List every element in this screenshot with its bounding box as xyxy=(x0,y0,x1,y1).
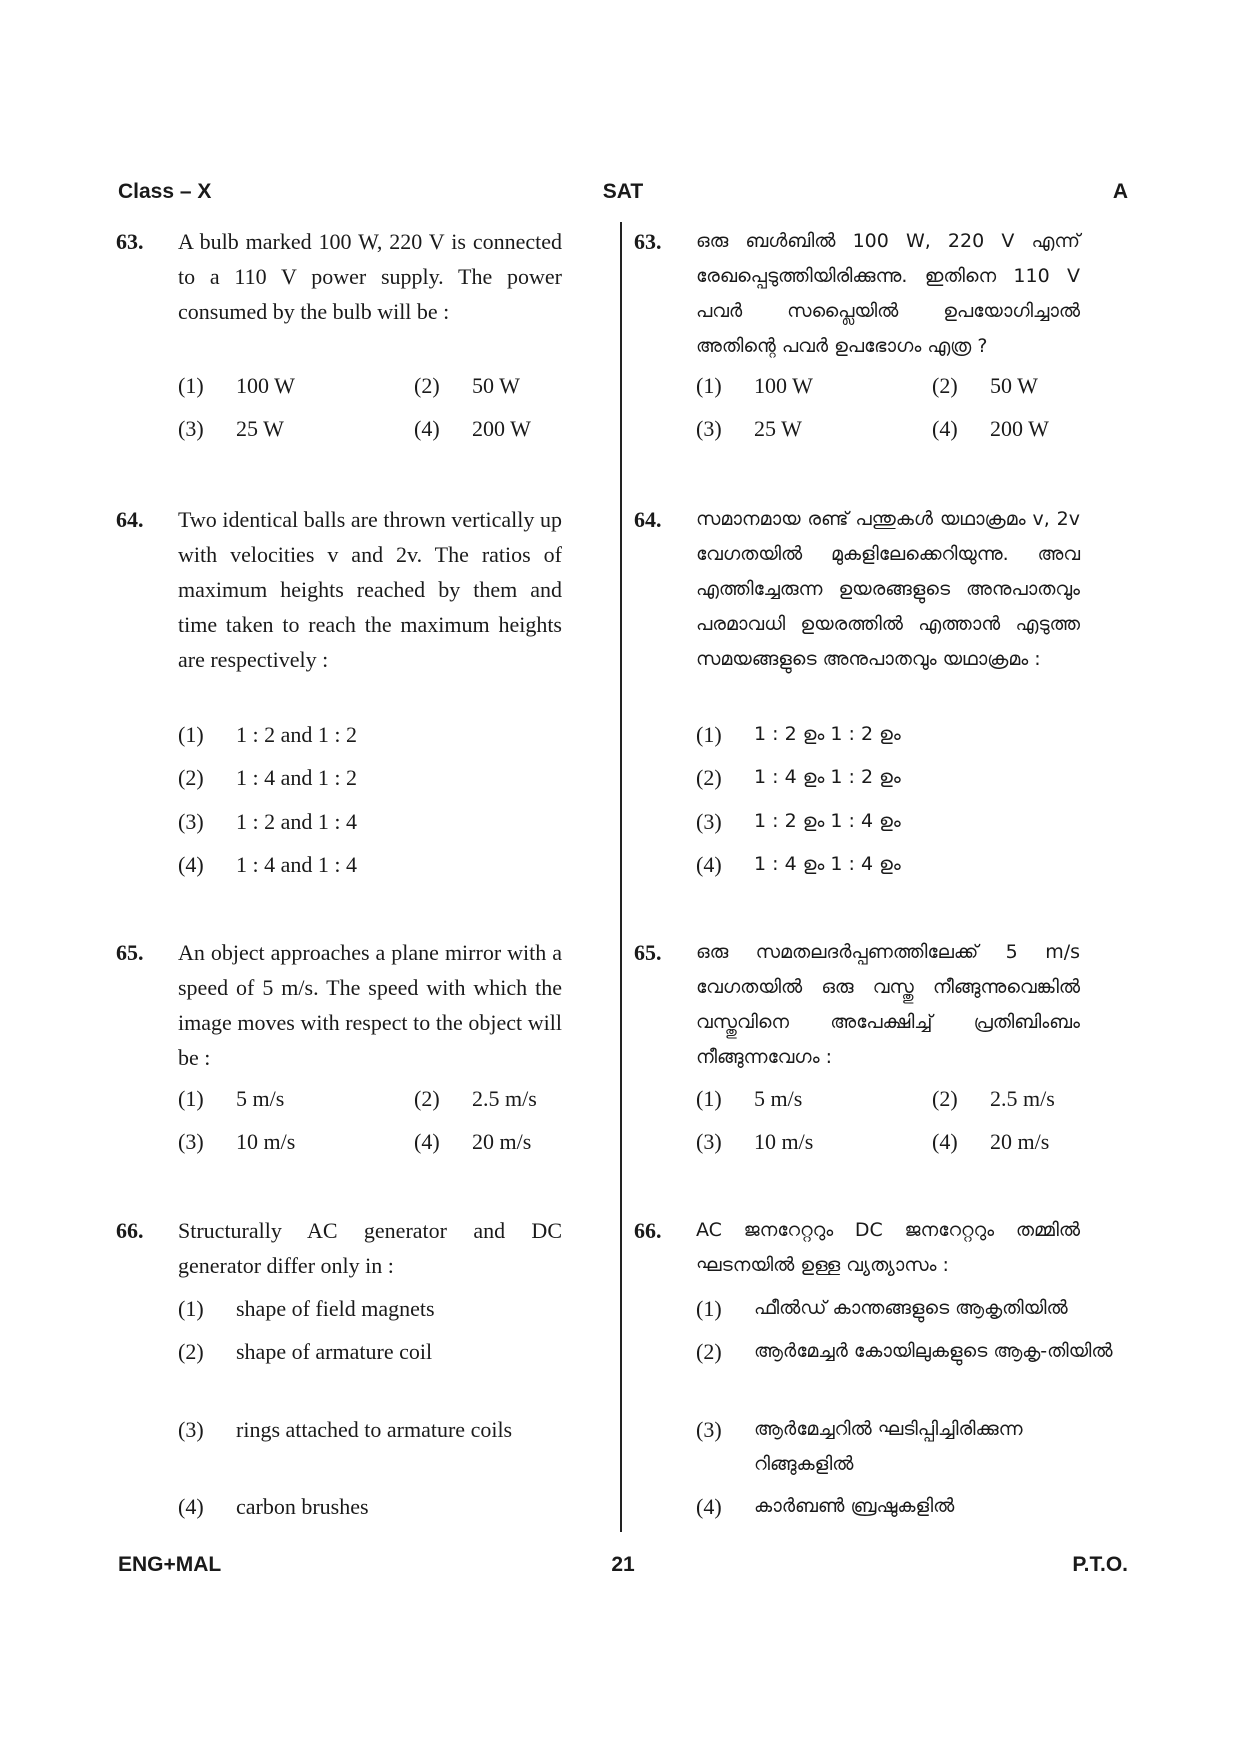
page-number: 21 xyxy=(611,1553,635,1576)
column-divider xyxy=(620,222,622,1532)
question-64-ml: 64. സമാനമായ രണ്ട് പന്തുകൾ യഥാക്രമം v, 2v വേഗതയിൽ മുകളിലേക്കെറിയുന്നു. അവ എത്തിച്ചേരുന്ന ഉയരങ്ങളുടെ അനുപാതവും പരമാവധി ഉയരത്തിൽ എത്താൻ എടുത്ത സമയങ്ങളുടെ അനുപാതവും യഥാക്രമം : (1) 1 : 2 ഉം 1 : 2 ഉം (2) 1 : 4 ഉം 1 : 2 ഉം (3) 1 : 2 ഉം 1 : 4 ഉം (4) 1 : 4 ഉം 1 : 4 ഉം xyxy=(634,502,1080,677)
question-number: 63. xyxy=(634,229,662,254)
question-text: AC ജനറേറ്ററും DC ജനറേറ്ററും തമ്മിൽ ഘടനയിൽ ഉള്ള വ്യത്യാസം : xyxy=(696,1219,1080,1276)
question-text: സമാനമായ രണ്ട് പന്തുകൾ യഥാക്രമം v, 2v വേഗതയിൽ മുകളിലേക്കെറിയുന്നു. അവ എത്തിച്ചേരുന്ന ഉയരങ്ങളുടെ അനുപാതവും പരമാവധി ഉയരത്തിൽ എത്താൻ എടുത്ത സമയങ്ങളുടെ അനുപാതവും യഥാക്രമം : xyxy=(696,508,1080,670)
question-63-ml: 63. ഒരു ബൾബിൽ 100 W, 220 V എന്ന് രേഖപ്പെടുത്തിയിരിക്കുന്നു. ഇതിനെ 110 V പവർ സപ്ലൈയിൽ ഉപയോഗിച്ചാൽ അതിന്റെ പവർ ഉപഭോഗം എത്ര ? (1) 100 W (2) 50 W (3) 25 W (4) 200 W xyxy=(634,224,1080,364)
header-class: Class – X xyxy=(118,180,212,203)
question-text: Structurally AC generator and DC generator differ only in : xyxy=(178,1218,562,1278)
question-number: 65. xyxy=(116,940,144,965)
question-text: Two identical balls are thrown vertically up with velocities v and 2v. The ratios of maximum heights reached by them and time taken to reach the maximum heights are respectively : xyxy=(178,507,562,672)
question-number: 63. xyxy=(116,229,144,254)
question-text: A bulb marked 100 W, 220 V is connected to a 110 V power supply. The power consumed by the bulb will be : xyxy=(178,229,562,324)
question-65-en: 65. An object approaches a plane mirror with a speed of 5 m/s. The speed with which the image moves with respect to the object will be : (1) 5 m/s (2) 2.5 m/s (3) 10 m/s (4) 20 m/s xyxy=(116,935,562,1075)
question-64-en: 64. Two identical balls are thrown vertically up with velocities v and 2v. The ratios of maximum heights reached by them and time taken to reach the maximum heights are respectively : (1) 1 : 2 and 1 : 2 (2) 1 : 4 and 1 : 2 (3) 1 : 2 and 1 : 4 (4) 1 : 4 and 1 : 4 xyxy=(116,502,562,677)
header-series: A xyxy=(1112,180,1128,203)
question-63-en: 63. A bulb marked 100 W, 220 V is connected to a 110 V power supply. The power consumed by the bulb will be : (1) 100 W (2) 50 W (3) 25 W (4) 200 W xyxy=(116,224,562,329)
question-number: 66. xyxy=(634,1218,662,1243)
question-65-ml: 65. ഒരു സമതലദർപ്പണത്തിലേക്ക് 5 m/s വേഗതയിൽ ഒരു വസ്തു നീങ്ങുന്നുവെങ്കിൽ വസ്തുവിനെ അപേക്ഷിച്ച് പ്രതിബിംബം നീങ്ങുന്നവേഗം : (1) 5 m/s (2) 2.5 m/s (3) 10 m/s (4) 20 m/s xyxy=(634,935,1080,1075)
question-66-ml: 66. AC ജനറേറ്ററും DC ജനറേറ്ററും തമ്മിൽ ഘടനയിൽ ഉള്ള വ്യത്യാസം : (1) ഫീൽഡ് കാന്തങ്ങളുടെ ആകൃതിയിൽ (2) ആർമേച്ചർ കോയിലുകളുടെ ആകൃ-തിയിൽ (3) ആർമേച്ചറിൽ ഘടിപ്പിച്ചിരിക്കുന്ന റിങ്ങുകളിൽ (4) കാർബൺ ബ്രഷുകളിൽ xyxy=(634,1213,1080,1283)
question-text: An object approaches a plane mirror with a speed of 5 m/s. The speed with which the image moves with respect to the object will be : xyxy=(178,940,562,1070)
footer-pto: P.T.O. xyxy=(1072,1553,1128,1576)
question-text: ഒരു സമതലദർപ്പണത്തിലേക്ക് 5 m/s വേഗതയിൽ ഒരു വസ്തു നീങ്ങുന്നുവെങ്കിൽ വസ്തുവിനെ അപേക്ഷിച്ച് പ്രതിബിംബം നീങ്ങുന്നവേഗം : xyxy=(696,941,1080,1068)
question-66-en: 66. Structurally AC generator and DC generator differ only in : (1) shape of field magnets (2) shape of armature coil (3) rings attached to armature coils (4) carbon brushes xyxy=(116,1213,562,1283)
question-number: 65. xyxy=(634,940,662,965)
question-number: 64. xyxy=(634,507,662,532)
question-number: 64. xyxy=(116,507,144,532)
question-text: ഒരു ബൾബിൽ 100 W, 220 V എന്ന് രേഖപ്പെടുത്തിയിരിക്കുന്നു. ഇതിനെ 110 V പവർ സപ്ലൈയിൽ ഉപയോഗിച്ചാൽ അതിന്റെ പവർ ഉപഭോഗം എത്ര ? xyxy=(696,230,1080,357)
question-number: 66. xyxy=(116,1218,144,1243)
footer-language: ENG+MAL xyxy=(118,1553,222,1576)
header-exam: SAT xyxy=(602,180,644,203)
